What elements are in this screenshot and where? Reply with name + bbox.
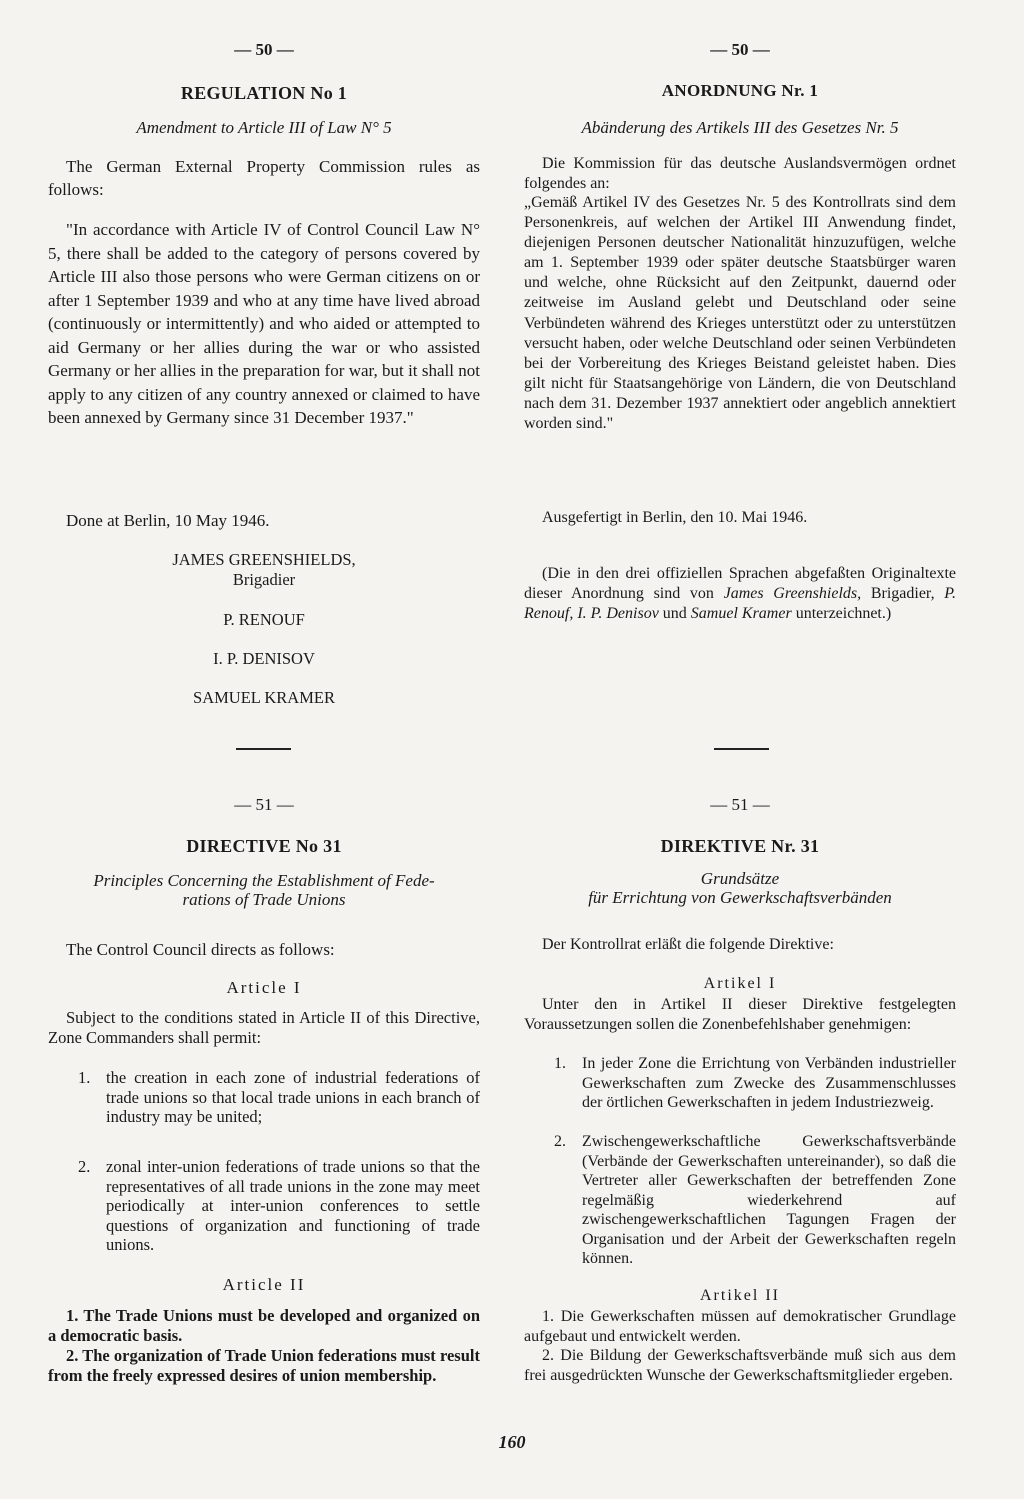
directive-intro: The Control Council directs as follows:	[66, 940, 335, 959]
item-2-text: zonal inter-union federations of trade unions so that the representatives of all trade unions in the zone may meet periodically at inter-union conferences to settle questions of organization and functioning of trade unions.	[106, 1157, 480, 1254]
note-text-4: unterzeichnet.)	[795, 605, 892, 622]
page-number-mid-left: — 51 —	[234, 795, 294, 814]
article-1-text: Subject to the conditions stated in Article II of this Directive, Zone Commanders shall permit:	[48, 1008, 480, 1047]
anordnung-quote: „Gemäß Artikel IV des Gesetzes Nr. 5 des Kontrollrats sind dem Personenkreis, auf welchen der Artikel III Anwendung findet, diejenigen Personen deutscher Nationalität hinzuzufügen, welche am 1. September 1939 oder später deutsche Staatsbürger waren und welche, ohne Rücksicht auf den Zeitpunkt, dauernd oder zeitweise im Ausland gelebt und Deutschland oder seine Verbündeten während des Krieges unterstützt oder zu unterstützen versucht haben, oder welche Deutschland oder seinen Verbündeten bei der Vorbereitung des Krieges Beistand geleistet haben. Dies gilt nicht für Staatsangehörige von Ländern, die von Deutschland nach dem 31. Dezember 1937 annektiert oder angeblich annektiert worden sind."	[524, 194, 956, 433]
anordnung-signature-note	[524, 564, 956, 624]
signatory-2: P. RENOUF	[223, 610, 305, 629]
anordnung-subtitle: Abänderung des Artikels III des Gesetzes Nr. 5	[581, 118, 899, 137]
section-divider-right	[714, 748, 769, 750]
page-number-mid-right: — 51 —	[710, 795, 770, 814]
punkt-1-text: In jeder Zone die Errichtung von Verbänden industrieller Gewerkschaften zum Zwecke des Zusammenschlusses der örtlichen Gewerkschaften in jedem Industriezweig.	[582, 1055, 956, 1111]
artikel-2-para-1: 1. Die Gewerkschaften müssen auf demokratischer Grundlage aufgebaut und entwickelt werden.	[524, 1308, 956, 1345]
section-divider	[236, 748, 291, 750]
regulation-title: REGULATION No 1	[180, 83, 348, 103]
note-name-1: James Greenshields,	[723, 585, 862, 602]
direktive-subtitle-line2: für Errichtung von Gewerkschaftsverbänden	[588, 888, 892, 907]
article-1-title: Article I	[226, 978, 302, 997]
artikel-2-title: Artikel II	[700, 1287, 780, 1304]
regulation-done: Done at Berlin, 10 May 1946.	[66, 511, 270, 530]
item-1-number: 1.	[78, 1068, 91, 1087]
note-name-3: Samuel Kramer	[690, 605, 792, 622]
punkt-2-text: Zwischengewerkschaftliche Gewerkschaftsverbände (Verbände der Gewerkschaften untereinander), so daß die Vertreter aller Gewerkschaften der betreffenden Zone regelmäßig wiederkehrend auf zwischengewerkschaftlichen Tagungen Fragen der Organisation und der Arbeit der Gewerkschaften regeln können.	[582, 1133, 956, 1267]
direktive-subtitle-line1: Grundsätze	[700, 869, 780, 888]
page-number-top-left: — 50 —	[234, 40, 294, 59]
note-text-1: (Die in den drei offiziellen Sprachen abgefaßten Originaltexte dieser Anordnung sind von	[524, 565, 956, 602]
item-1-text: the creation in each zone of industrial federations of trade unions so that local trade unions in each branch of industry may be united;	[106, 1068, 480, 1126]
note-text-2: Brigadier,	[870, 585, 935, 602]
regulation-intro: The German External Property Commission rules as follows:	[48, 157, 480, 199]
signatory-1: JAMES GREENSHIELDS,	[172, 550, 356, 569]
signatory-4: SAMUEL KRAMER	[193, 688, 335, 707]
directive-subtitle-line2: rations of Trade Unions	[182, 890, 346, 909]
anordnung-intro: Die Kommission für das deutsche Auslandsvermögen ordnet folgendes an:	[524, 155, 956, 192]
article-2-para-1: 1. The Trade Unions must be developed and organized on a democratic basis.	[48, 1306, 480, 1345]
direktive-title: DIREKTIVE Nr. 31	[660, 836, 820, 856]
signatory-3: I. P. DENISOV	[213, 649, 315, 668]
punkt-1-number: 1.	[554, 1055, 566, 1072]
note-name-2: P. Renouf, I. P. Denisov	[524, 585, 957, 622]
signatory-1-rank: Brigadier	[232, 570, 296, 589]
footer-page-number: 160	[498, 1432, 526, 1452]
article-2-title: Article II	[222, 1275, 306, 1294]
regulation-quote: "In accordance with Article IV of Control Council Law N° 5, there shall be added to the category of persons covered by Article III also those persons who were German citizens on or after 1 September 1939 and who at any time have lived abroad (continuously or intermittently) and who aided or attempted to aid Germany or her allies during the war or who assisted Germany or her allies in the preparation for war, but it shall not apply to any citizen of any country annexed or claimed to have been annexed by Germany since 31 December 1937."	[48, 220, 480, 427]
note-text-3: und	[662, 605, 687, 622]
directive-subtitle-line1: Principles Concerning the Establishment of Fede-	[93, 871, 435, 890]
anordnung-done: Ausgefertigt in Berlin, den 10. Mai 1946.	[542, 509, 808, 526]
item-2-number: 2.	[78, 1157, 91, 1176]
regulation-subtitle: Amendment to Article III of Law N° 5	[136, 118, 392, 137]
artikel-2-para-2: 2. Die Bildung der Gewerkschaftsverbände muß sich aus dem frei ausgedrückten Wunsche der Gewerkschaftsmitglieder ergeben.	[524, 1347, 956, 1384]
punkt-2-number: 2.	[554, 1133, 566, 1150]
direktive-intro: Der Kontrollrat erläßt die folgende Direktive:	[542, 936, 834, 953]
artikel-1-text: Unter den in Artikel II dieser Direktive festgelegten Voraussetzungen sollen die Zonenbefehlshaber genehmigen:	[524, 996, 956, 1033]
artikel-1-title: Artikel I	[703, 975, 777, 992]
page-number-top-right: — 50 —	[710, 40, 770, 59]
directive-title: DIRECTIVE No 31	[186, 836, 342, 856]
anordnung-title: ANORDNUNG Nr. 1	[661, 81, 819, 100]
article-2-para-2: 2. The organization of Trade Union federations must result from the freely expressed desires of union membership.	[48, 1346, 480, 1385]
